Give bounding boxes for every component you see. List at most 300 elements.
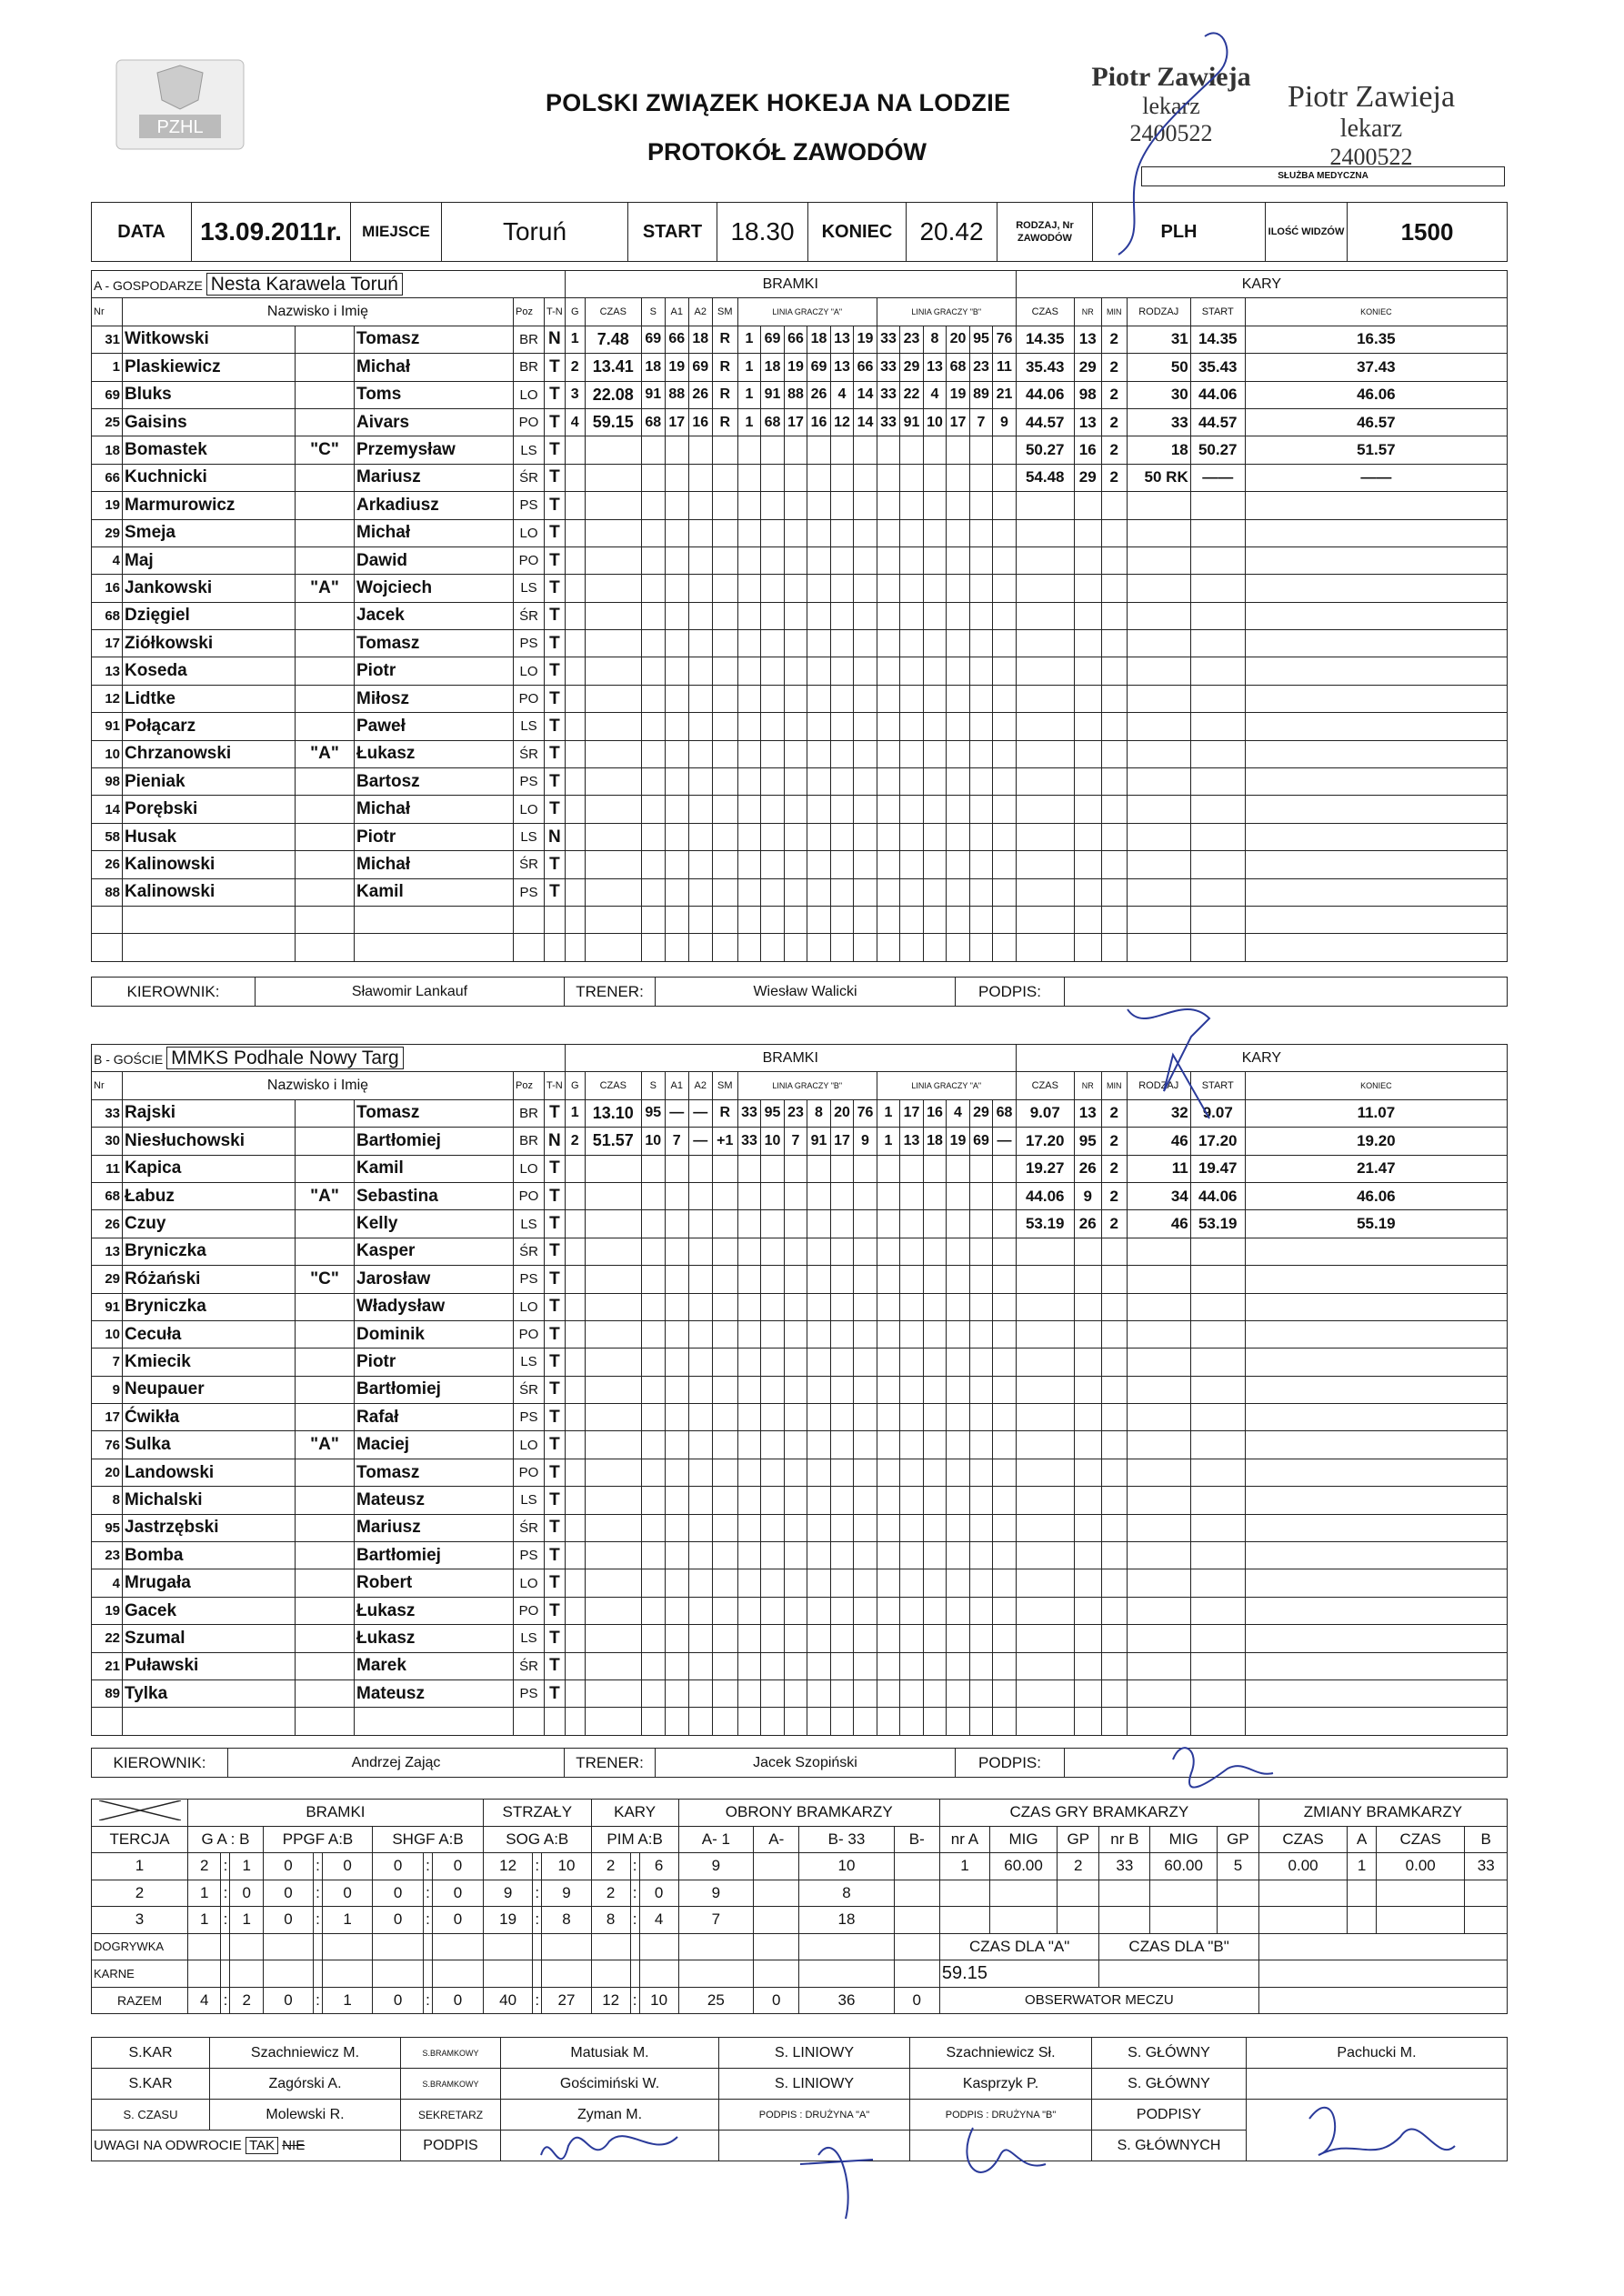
observer-field <box>1258 1987 1507 2014</box>
summary-pim-label: PIM A:B <box>591 1826 678 1853</box>
goal-cell <box>923 1238 947 1265</box>
team-b-goals-header: BRAMKI <box>565 1045 1016 1072</box>
player-position: LS <box>514 1349 545 1376</box>
goal-cell <box>784 1376 807 1403</box>
penalty-cell <box>1016 1569 1074 1597</box>
penalty-cell: 2 <box>1101 408 1127 436</box>
player-number: 22 <box>92 1625 123 1652</box>
penalty-cell <box>1245 1487 1507 1514</box>
goal-cell: 8 <box>923 326 947 353</box>
goal-cell <box>585 1679 641 1707</box>
goal-cell: +1 <box>712 1128 737 1155</box>
penalty-cell: 13 <box>1074 408 1101 436</box>
player-firstname: Piotr <box>355 1349 514 1376</box>
goal-cell <box>585 1708 641 1735</box>
goal-cell <box>900 630 924 657</box>
goal-cell <box>641 1349 665 1376</box>
goal-cell <box>712 1376 737 1403</box>
goal-cell <box>969 546 993 574</box>
goal-cell <box>969 464 993 491</box>
team-a-manager-label: KIEROWNIK: <box>92 978 256 1007</box>
goal-cell <box>712 740 737 767</box>
goal-cell <box>969 823 993 850</box>
goal-cell <box>993 436 1017 464</box>
goal-cell <box>854 823 877 850</box>
penalty-cell <box>1127 1652 1190 1679</box>
penalty-cell: 46.06 <box>1245 1182 1507 1209</box>
goal-cell <box>688 1652 712 1679</box>
goal-cell: 69 <box>807 354 831 381</box>
goal-cell <box>784 546 807 574</box>
penalty-cell <box>1016 630 1074 657</box>
player-firstname: Przemysław <box>355 436 514 464</box>
goal-cell <box>712 1569 737 1597</box>
player-surname <box>123 934 296 961</box>
goal-cell: 21 <box>993 381 1017 408</box>
goal-cell <box>807 1182 831 1209</box>
penalty-cell <box>1190 878 1245 906</box>
col-line-b: LINIA GRACZY "B" <box>877 298 1016 326</box>
goalie-cell: 33 <box>1465 1853 1508 1880</box>
goal-cell <box>807 1708 831 1735</box>
goal-cell <box>830 1376 854 1403</box>
player-status: N <box>545 326 566 353</box>
goal-cell <box>947 602 970 629</box>
player-row <box>92 1349 1508 1376</box>
goal-cell <box>993 1349 1017 1376</box>
penalty-cell <box>1074 602 1101 629</box>
goal-cell <box>712 796 737 823</box>
goal-cell <box>830 878 854 906</box>
goal-cell: 3 <box>565 381 585 408</box>
period-shots-a: 9 <box>483 1880 532 1907</box>
goal-cell <box>854 1210 877 1238</box>
goal-cell <box>665 1182 688 1209</box>
player-firstname: Władysław <box>355 1293 514 1320</box>
match-info-bar <box>91 202 1508 262</box>
goal-cell <box>807 823 831 850</box>
penalty-cell <box>1190 657 1245 685</box>
goal-cell <box>923 436 947 464</box>
col-pen-nr: NR <box>1074 298 1101 326</box>
empty-cell <box>263 1960 313 1988</box>
penalty-cell: 50 RK <box>1127 464 1190 491</box>
goal-cell <box>712 1459 737 1486</box>
goal-cell <box>923 713 947 740</box>
goal-cell <box>565 1597 585 1624</box>
empty-cell <box>754 1933 799 1960</box>
goal-cell <box>854 1376 877 1403</box>
goal-cell <box>665 1514 688 1541</box>
player-row <box>92 575 1508 602</box>
goal-cell <box>641 1404 665 1431</box>
goal-cell <box>737 768 761 796</box>
goal-cell <box>737 1569 761 1597</box>
period-sep: : <box>314 1907 323 1934</box>
penalty-cell <box>1127 492 1190 519</box>
player-position: LO <box>514 1293 545 1320</box>
player-position <box>514 934 545 961</box>
goal-cell <box>807 713 831 740</box>
goal-cell <box>641 1431 665 1459</box>
goal-cell <box>641 740 665 767</box>
goal-cell <box>807 492 831 519</box>
goal-cell <box>712 934 737 961</box>
goal-cell <box>641 1459 665 1486</box>
penalty-cell <box>1245 1542 1507 1569</box>
player-firstname: Piotr <box>355 657 514 685</box>
sign-team-a-label: PODPIS : DRUŻYNA "A" <box>719 2100 910 2131</box>
period-shots-b: 9 <box>542 1880 591 1907</box>
penalty-cell <box>1016 823 1074 850</box>
goal-cell <box>641 1652 665 1679</box>
period-saves: 10 <box>799 1853 894 1880</box>
team-b-label: B - GOŚCIE <box>94 1051 164 1067</box>
penalty-cell: 46.57 <box>1245 408 1507 436</box>
goal-cell <box>688 1514 712 1541</box>
penalty-cell <box>1101 1349 1127 1376</box>
goal-cell <box>900 1679 924 1707</box>
goal-cell <box>565 1708 585 1735</box>
goal-cell <box>877 1487 900 1514</box>
goal-cell <box>737 657 761 685</box>
empty-cell <box>542 1960 591 1988</box>
penalty-cell <box>1101 1320 1127 1348</box>
penalty-cell <box>1127 546 1190 574</box>
goal-cell <box>737 1431 761 1459</box>
goal-cell <box>969 1293 993 1320</box>
goal-cell <box>830 1625 854 1652</box>
goal-cell <box>830 546 854 574</box>
goal-cell <box>923 878 947 906</box>
goal-cell: 91 <box>761 381 785 408</box>
goal-cell <box>923 1210 947 1238</box>
goal-cell <box>947 768 970 796</box>
goal-cell <box>688 1238 712 1265</box>
goal-cell <box>641 1266 665 1293</box>
penalty-cell <box>1101 1293 1127 1320</box>
penalty-cell <box>1245 1679 1507 1707</box>
goal-cell <box>969 934 993 961</box>
goal-cell <box>900 906 924 933</box>
col-line-b: LINIA GRACZY "A" <box>877 1072 1016 1099</box>
goal-cell <box>761 1182 785 1209</box>
goal-cell <box>665 740 688 767</box>
goal-cell <box>830 1320 854 1348</box>
goal-cell <box>565 464 585 491</box>
goal-cell <box>900 1266 924 1293</box>
player-row <box>92 1320 1508 1348</box>
goal-cell <box>737 630 761 657</box>
goal-cell <box>969 1708 993 1735</box>
goal-cell <box>947 1625 970 1652</box>
penalty-cell <box>1245 1320 1507 1348</box>
period-row <box>92 1907 1508 1934</box>
goal-cell <box>565 657 585 685</box>
player-position: ŚR <box>514 464 545 491</box>
penalty-cell <box>1101 878 1127 906</box>
goal-cell <box>737 546 761 574</box>
goal-cell <box>900 851 924 878</box>
goal-cell: 13 <box>830 326 854 353</box>
col-pen-end: KONIEC <box>1245 298 1507 326</box>
penalty-cell <box>1074 1597 1101 1624</box>
empty-cell <box>373 1933 424 1960</box>
goal-cell: 18 <box>761 354 785 381</box>
penalty-cell <box>1016 1487 1074 1514</box>
goal-cell <box>900 1514 924 1541</box>
goal-cell <box>807 1376 831 1403</box>
goal-cell <box>923 1708 947 1735</box>
goal-cell <box>761 1404 785 1431</box>
penalty-cell: 98 <box>1074 381 1101 408</box>
goalie-cell <box>1258 1907 1347 1934</box>
goal-cell <box>923 1679 947 1707</box>
penalty-cell <box>1016 1238 1074 1265</box>
team-b-staff <box>91 1748 1508 1778</box>
goal-cell <box>947 713 970 740</box>
goal-cell <box>969 1266 993 1293</box>
goal-cell <box>854 1431 877 1459</box>
remarks-yes: TAK <box>246 2137 278 2154</box>
goalie-cell <box>1058 1907 1099 1934</box>
player-role <box>296 1597 355 1624</box>
goal-cell <box>947 436 970 464</box>
goal-cell <box>877 934 900 961</box>
team-a-table <box>91 270 1508 962</box>
goal-cell <box>947 1266 970 1293</box>
goal-cell: 13 <box>900 1128 924 1155</box>
goal-cell <box>854 1569 877 1597</box>
goal-cell <box>761 1597 785 1624</box>
player-row <box>92 1597 1508 1624</box>
player-row <box>92 354 1508 381</box>
goal-cell <box>877 1238 900 1265</box>
player-surname: Gacek <box>123 1597 296 1624</box>
goal-cell <box>784 1487 807 1514</box>
goal-cell <box>585 1487 641 1514</box>
goal-cell <box>641 464 665 491</box>
summary-goals-header: BRAMKI <box>188 1800 484 1827</box>
penalty-cell <box>1190 1679 1245 1707</box>
goal-cell <box>737 934 761 961</box>
player-position: PS <box>514 1266 545 1293</box>
penalty-cell <box>1016 685 1074 712</box>
summary-corner <box>92 1800 188 1827</box>
penalty-cell <box>1074 1625 1101 1652</box>
goal-cell <box>712 1320 737 1348</box>
goal-cell: 13 <box>830 354 854 381</box>
goal-cell <box>665 464 688 491</box>
goal-cell <box>737 1376 761 1403</box>
goal-judge-label-2: S.BRAMKOWY <box>401 2069 501 2100</box>
goal-cell: 68 <box>761 408 785 436</box>
goal-cell: 1 <box>565 326 585 353</box>
penalty-cell <box>1190 1542 1245 1569</box>
goal-cell: 19 <box>784 354 807 381</box>
goal-cell <box>712 1652 737 1679</box>
goalie-cell <box>1218 1907 1259 1934</box>
penalty-cell <box>1016 878 1074 906</box>
goal-cell <box>565 906 585 933</box>
empty-cell <box>639 1933 678 1960</box>
goal-cell <box>807 878 831 906</box>
goal-cell <box>665 519 688 546</box>
period-saves <box>754 1880 799 1907</box>
penalty-cell <box>1190 906 1245 933</box>
goal-cell <box>969 657 993 685</box>
goal-cell <box>565 1431 585 1459</box>
penalty-cell <box>1101 492 1127 519</box>
goal-cell <box>923 602 947 629</box>
goal-cell <box>737 1652 761 1679</box>
medic-id-2: 2400522 <box>1329 144 1413 170</box>
sign-team-b-label: PODPIS : DRUŻYNA "B" <box>910 2100 1092 2131</box>
goal-cell <box>784 796 807 823</box>
goal-cell <box>761 1625 785 1652</box>
summary-goalie-time-header: CZAS GRY BRAMKARZY <box>939 1800 1258 1827</box>
player-row <box>92 796 1508 823</box>
goal-cell: R <box>712 408 737 436</box>
goal-cell: R <box>712 1099 737 1127</box>
penalty-cell <box>1101 851 1127 878</box>
col-pen-min: MIN <box>1101 298 1127 326</box>
goal-cell: 9 <box>993 408 1017 436</box>
period-pim-a: 8 <box>591 1907 630 1934</box>
goal-judge-1: Matusiak M. <box>501 2038 719 2069</box>
place-label: MIEJSCE <box>351 203 442 262</box>
goal-cell <box>993 602 1017 629</box>
goal-cell: 1 <box>737 408 761 436</box>
goal-cell <box>830 796 854 823</box>
goal-cell: 7 <box>665 1128 688 1155</box>
player-status: T <box>545 630 566 657</box>
player-number: 17 <box>92 630 123 657</box>
goal-cell <box>830 575 854 602</box>
goal-cell: 69 <box>969 1128 993 1155</box>
team-a-signature <box>719 2131 910 2161</box>
player-row <box>92 1376 1508 1403</box>
goal-cell <box>784 1293 807 1320</box>
goal-cell <box>585 796 641 823</box>
goalie-cell <box>1376 1880 1464 1907</box>
player-firstname: Michał <box>355 851 514 878</box>
total-sep: : <box>533 1987 542 2014</box>
goal-cell <box>854 1679 877 1707</box>
goal-cell <box>947 1652 970 1679</box>
goal-cell: 18 <box>641 354 665 381</box>
document-subtitle: PROTOKÓŁ ZAWODÓW <box>647 138 927 165</box>
player-row <box>92 546 1508 574</box>
goal-cell <box>993 1266 1017 1293</box>
goal-cell: 23 <box>969 354 993 381</box>
total-row <box>92 1987 1508 2014</box>
goal-cell <box>830 492 854 519</box>
goal-cell <box>565 1514 585 1541</box>
goal-cell <box>565 492 585 519</box>
summary-saves-a1: A- 1 <box>678 1826 754 1853</box>
goalie-cell <box>1348 1907 1377 1934</box>
period-goals-b: 1 <box>230 1907 263 1934</box>
goal-cell <box>565 1652 585 1679</box>
period-sep: : <box>630 1880 639 1907</box>
penalty-cell <box>1101 1266 1127 1293</box>
penalty-cell: 29 <box>1074 354 1101 381</box>
penalty-cell <box>1101 823 1127 850</box>
goal-cell <box>712 1349 737 1376</box>
player-number: 26 <box>92 1210 123 1238</box>
period-shots-b: 8 <box>542 1907 591 1934</box>
penalty-cell: 33 <box>1127 408 1190 436</box>
penalty-cell <box>1101 1514 1127 1541</box>
total-b: 10 <box>639 1987 678 2014</box>
penalty-cell <box>1190 740 1245 767</box>
total-b: 2 <box>230 1987 263 2014</box>
penalty-cell <box>1101 575 1127 602</box>
goal-cell <box>761 630 785 657</box>
team-a-goals-header: BRAMKI <box>565 271 1016 298</box>
overtime-row <box>92 1933 1508 1960</box>
player-status: N <box>545 823 566 850</box>
goal-cell <box>761 546 785 574</box>
goal-cell <box>712 1625 737 1652</box>
player-role <box>296 685 355 712</box>
goal-cell <box>923 1459 947 1486</box>
penalty-cell <box>1016 1320 1074 1348</box>
col-poz: Poz <box>514 1072 545 1099</box>
goal-cell <box>969 1679 993 1707</box>
period-ppgf-b: 0 <box>323 1880 373 1907</box>
goal-cell <box>641 1514 665 1541</box>
player-surname: Sulka <box>123 1431 296 1459</box>
player-surname: Marmurowicz <box>123 492 296 519</box>
player-position: BR <box>514 354 545 381</box>
goal-cell <box>761 1431 785 1459</box>
player-surname: Niesłuchowski <box>123 1128 296 1155</box>
player-position: ŚR <box>514 740 545 767</box>
goal-cell <box>993 1210 1017 1238</box>
goal-cell <box>585 546 641 574</box>
empty-cell <box>894 1960 939 1988</box>
goal-cell <box>565 1238 585 1265</box>
goal-cell <box>854 1625 877 1652</box>
total-saves: 36 <box>799 1987 894 2014</box>
penalty-cell: 29 <box>1074 464 1101 491</box>
goal-cell <box>665 1266 688 1293</box>
goal-cell <box>688 492 712 519</box>
team-b-sign-field <box>1065 1749 1508 1778</box>
goal-cell <box>688 740 712 767</box>
penalty-cell <box>1127 1569 1190 1597</box>
goal-cell <box>877 1708 900 1735</box>
goal-cell <box>761 1376 785 1403</box>
penalty-cell <box>1101 1487 1127 1514</box>
penalty-cell <box>1245 768 1507 796</box>
penalty-cell <box>1245 851 1507 878</box>
goal-cell <box>900 657 924 685</box>
goal-cell: — <box>993 1128 1017 1155</box>
col-g: G <box>565 298 585 326</box>
penalty-cell <box>1101 1376 1127 1403</box>
goal-cell <box>585 1320 641 1348</box>
player-firstname: Bartosz <box>355 768 514 796</box>
penalty-cell <box>1245 1569 1507 1597</box>
goal-cell <box>923 823 947 850</box>
period-sep: : <box>221 1853 230 1880</box>
linesman-1: Szachniewicz Sł. <box>910 2038 1092 2069</box>
penalty-box-official-1: Szachniewicz M. <box>210 2038 401 2069</box>
penalty-cell <box>1074 796 1101 823</box>
